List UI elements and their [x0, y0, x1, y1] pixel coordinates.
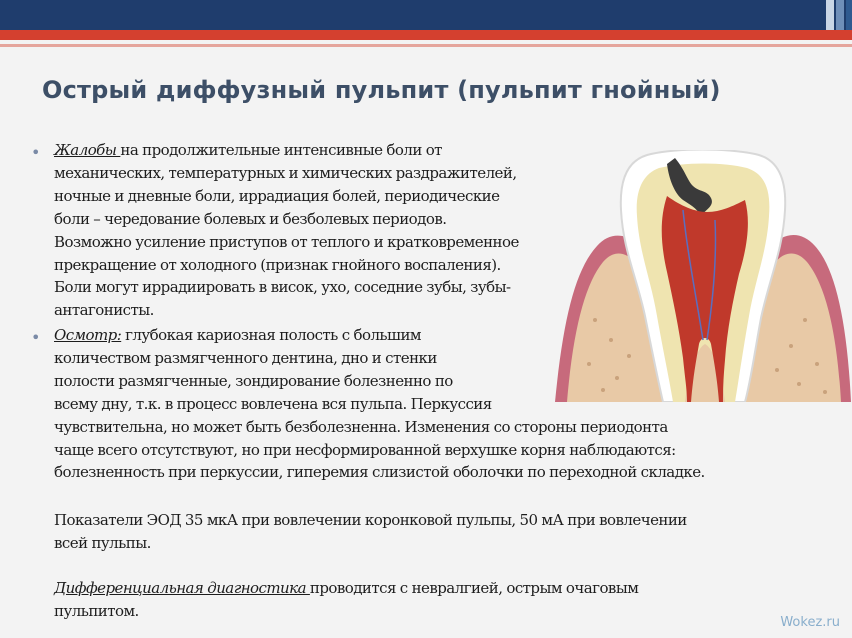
complaints-paragraph [54, 139, 519, 322]
exam-line: полости размягченные, зондирование болезненно по [54, 371, 453, 390]
complaints-line: механических, температурных и химических раздражителей, [54, 163, 517, 182]
exam-line: количеством размягченного дентина, дно и стенки [54, 348, 437, 367]
exam-line: всему дну, т.к. в процесс вовлечена вся пульпа. Перкуссия [54, 394, 492, 413]
exam-first-line: глубокая кариозная полость с большим [121, 326, 422, 344]
eod-line: Показатели ЭОД 35 мкА при вовлечении коронковой пульпы, 50 мА при вовлечении [54, 511, 687, 529]
header-accent-stripe [836, 0, 844, 30]
bullet-icon: • [31, 328, 41, 347]
exam-line: чувствительна, но может быть безболезненна. Изменения со стороны периодонта [54, 417, 668, 436]
diff-first-line: проводится с невралгией, острым очаговым [309, 579, 639, 597]
exam-label: Осмотр: [54, 326, 122, 344]
exam-line: болезненность при перкуссии, гиперемия слизистой оболочки по переходной складке. [54, 463, 705, 482]
diff-label: Дифференциальная диагностика [54, 579, 310, 597]
diff-line: пульпитом. [54, 601, 139, 620]
header-accent-stripe [826, 0, 834, 30]
header-bar [0, 0, 852, 30]
complaints-first-line: на продолжительные интенсивные боли от [120, 141, 442, 159]
header-accent-stripe [846, 0, 852, 30]
complaints-line: ночные и дневные боли, иррадиация болей, периодические [54, 186, 500, 205]
eod-paragraph [54, 509, 687, 555]
header-thin-line [0, 44, 852, 47]
eod-line: всей пульпы. [54, 533, 151, 552]
exam-line: чаще всего отсутствуют, но при несформированной верхушке корня наблюдаются: [54, 440, 676, 459]
complaints-label: Жалобы [54, 141, 121, 159]
complaints-line: Боли могут иррадиировать в висок, ухо, соседние зубы, зубы- [54, 278, 511, 297]
complaints-line: боли – чередование болевых и безболевых периодов. [54, 209, 447, 228]
diff-paragraph [54, 577, 638, 623]
watermark: Wokez.ru [780, 615, 840, 630]
complaints-line: Возможно усиление приступов от теплого и кратковременное [54, 232, 519, 251]
exam-paragraph [54, 324, 705, 484]
complaints-line: прекращение от холодного (признак гнойного воспаления). [54, 255, 501, 274]
complaints-line: антагонисты. [54, 301, 154, 320]
slide-title: Острый диффузный пульпит (пульпит гнойный) [42, 76, 721, 104]
header-red-line [0, 30, 852, 40]
bullet-icon: • [31, 143, 41, 162]
